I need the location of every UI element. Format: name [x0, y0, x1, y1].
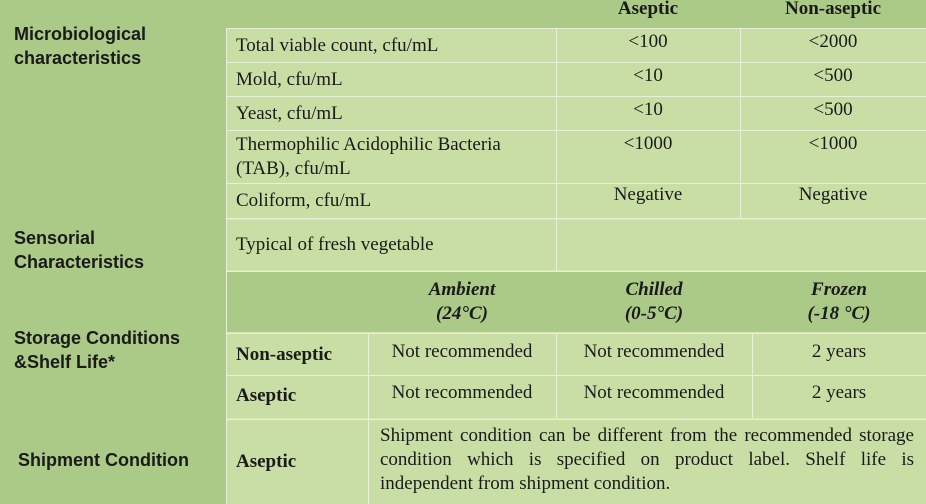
micro-row-label: Total viable count, cfu/mL [236, 35, 439, 56]
grid-line [740, 28, 741, 218]
micro-row-label: Thermophilic Acidophilic Bacteria (TAB), cfu/mL [236, 134, 501, 179]
storage-row-label: Non-aseptic [236, 344, 333, 365]
grid-line [226, 271, 926, 272]
ambient-label: Ambient [428, 279, 496, 300]
storage-row-ambient: Not recommended [391, 382, 533, 403]
grid-line [226, 183, 926, 184]
grid-line [226, 333, 926, 334]
grid-line [556, 334, 557, 418]
storage-row-chilled: Not recommended [583, 382, 725, 403]
grid-line [226, 375, 926, 376]
section-shipment-label: Shipment Condition [18, 450, 189, 470]
micro-row-non-aseptic: <500 [813, 65, 853, 86]
storage-row-frozen: 2 years [811, 341, 867, 362]
micro-row-non-aseptic: <1000 [808, 133, 858, 154]
storage-row-ambient: Not recommended [391, 341, 533, 362]
grid-line [226, 130, 926, 131]
chilled-label: Chilled [625, 279, 683, 300]
grid-line [226, 28, 926, 29]
chilled-temp: (0-5°C) [624, 303, 684, 324]
storage-row-label: Aseptic [236, 385, 297, 406]
sensorial-empty [556, 220, 926, 270]
micro-row-label: Yeast, cfu/mL [236, 103, 343, 124]
ambient-temp: (24°C) [436, 303, 488, 324]
storage-row-chilled: Not recommended [583, 341, 725, 362]
section-sensorial-label: Sensorial Characteristics [14, 228, 145, 272]
storage-header-chilled [556, 274, 752, 330]
frozen-temp: (-18 °C) [807, 303, 871, 324]
micro-row-non-aseptic: <2000 [808, 31, 858, 52]
grid-line [226, 28, 227, 504]
micro-row-aseptic: <1000 [623, 133, 673, 154]
header-aseptic: Aseptic [617, 0, 679, 19]
grid-line [752, 334, 753, 418]
shipment-label: Aseptic [226, 420, 368, 504]
sensorial-value: Typical of fresh vegetable [226, 220, 556, 270]
micro-row-label: Mold, cfu/mL [236, 69, 343, 90]
micro-row-label: Coliform, cfu/mL [236, 190, 372, 211]
storage-header-frozen [752, 274, 926, 330]
section-micro-label: Microbiological characteristics [14, 24, 147, 68]
grid-line [226, 96, 926, 97]
section-storage-label: Storage Conditions &Shelf Life* [14, 328, 180, 372]
frozen-label: Frozen [811, 279, 867, 300]
header-non-aseptic: Non-aseptic [784, 0, 882, 19]
grid-line [226, 62, 926, 63]
storage-header-ambient [368, 274, 556, 330]
micro-row-aseptic: Negative [613, 184, 683, 205]
storage-row-frozen: 2 years [811, 382, 867, 403]
micro-row-aseptic: <10 [633, 99, 663, 120]
grid-line [226, 218, 926, 219]
micro-row-non-aseptic: <500 [813, 99, 853, 120]
micro-row-aseptic: <100 [628, 31, 668, 52]
micro-row-non-aseptic: Negative [798, 184, 868, 205]
shipment-text: Shipment condition can be different from the recommended storage condition which is specified on product label. Shelf life is independent from shipment condition. [368, 420, 926, 504]
grid-line [556, 28, 557, 272]
grid-line [226, 419, 926, 420]
micro-row-aseptic: <10 [633, 65, 663, 86]
